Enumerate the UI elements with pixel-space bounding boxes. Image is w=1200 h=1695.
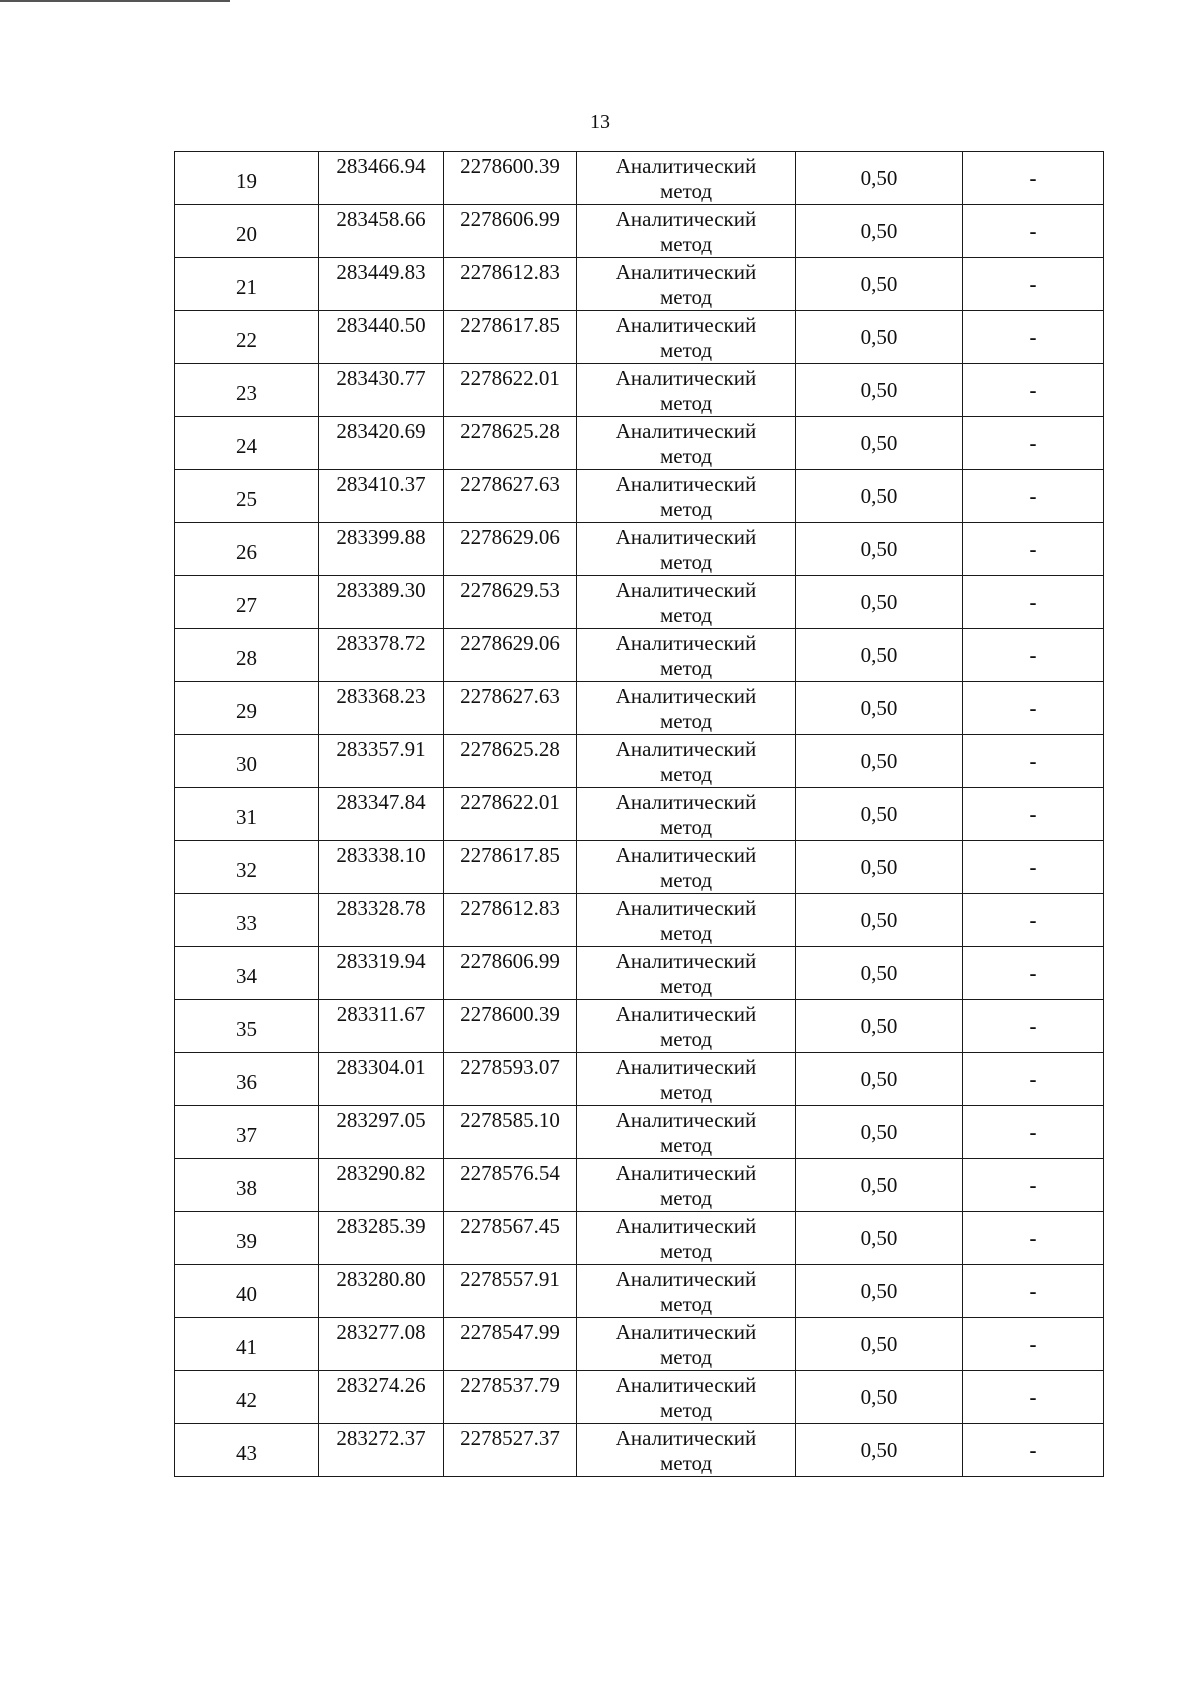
method-line-2: метод (659, 232, 713, 256)
accuracy-cell: 0,50 (796, 735, 963, 788)
accuracy-cell: 0,50 (796, 1159, 963, 1212)
y-coordinate-cell: 2278606.99 (444, 947, 577, 1000)
description-cell: - (963, 1159, 1104, 1212)
point-number-cell: 19 (175, 152, 319, 205)
accuracy-cell: 0,50 (796, 1106, 963, 1159)
method-line-2: метод (659, 285, 713, 309)
x-coordinate-cell: 283430.77 (319, 364, 444, 417)
accuracy-cell: 0,50 (796, 894, 963, 947)
description-cell: - (963, 735, 1104, 788)
table-row (175, 311, 1104, 364)
accuracy-cell: 0,50 (796, 1265, 963, 1318)
method-line-1: Аналитический (615, 1373, 757, 1397)
point-number-cell: 37 (175, 1106, 319, 1159)
method-line-1: Аналитический (615, 207, 757, 231)
description-cell: - (963, 682, 1104, 735)
accuracy-cell: 0,50 (796, 470, 963, 523)
method-line-1: Аналитический (615, 472, 757, 496)
method-cell (577, 682, 796, 735)
point-number-cell: 31 (175, 788, 319, 841)
table-row (175, 1106, 1104, 1159)
method-line-2: метод (659, 550, 713, 574)
x-coordinate-cell: 283328.78 (319, 894, 444, 947)
table-row (175, 152, 1104, 205)
x-coordinate-cell: 283368.23 (319, 682, 444, 735)
method-line-2: метод (659, 1133, 713, 1157)
y-coordinate-cell: 2278627.63 (444, 470, 577, 523)
table-row (175, 1265, 1104, 1318)
y-coordinate-cell: 2278547.99 (444, 1318, 577, 1371)
description-cell: - (963, 788, 1104, 841)
method-cell (577, 1265, 796, 1318)
point-number-cell: 32 (175, 841, 319, 894)
x-coordinate-cell: 283466.94 (319, 152, 444, 205)
description-cell: - (963, 1424, 1104, 1477)
method-line-1: Аналитический (615, 419, 757, 443)
method-cell (577, 947, 796, 1000)
accuracy-cell: 0,50 (796, 1000, 963, 1053)
table-row (175, 205, 1104, 258)
table-row (175, 841, 1104, 894)
point-number-cell: 39 (175, 1212, 319, 1265)
table-row (175, 523, 1104, 576)
y-coordinate-cell: 2278585.10 (444, 1106, 577, 1159)
accuracy-cell: 0,50 (796, 947, 963, 1000)
method-line-1: Аналитический (615, 1108, 757, 1132)
method-cell (577, 152, 796, 205)
point-number-cell: 27 (175, 576, 319, 629)
method-cell (577, 894, 796, 947)
method-line-1: Аналитический (615, 525, 757, 549)
y-coordinate-cell: 2278629.53 (444, 576, 577, 629)
table-row (175, 1371, 1104, 1424)
method-line-1: Аналитический (615, 949, 757, 973)
y-coordinate-cell: 2278606.99 (444, 205, 577, 258)
y-coordinate-cell: 2278567.45 (444, 1212, 577, 1265)
table-row (175, 1000, 1104, 1053)
x-coordinate-cell: 283449.83 (319, 258, 444, 311)
method-cell (577, 629, 796, 682)
method-line-1: Аналитический (615, 1267, 757, 1291)
x-coordinate-cell: 283285.39 (319, 1212, 444, 1265)
page-number: 13 (590, 111, 610, 133)
point-number-cell: 42 (175, 1371, 319, 1424)
point-number-cell: 28 (175, 629, 319, 682)
x-coordinate-cell: 283297.05 (319, 1106, 444, 1159)
description-cell: - (963, 470, 1104, 523)
description-cell: - (963, 894, 1104, 947)
y-coordinate-cell: 2278527.37 (444, 1424, 577, 1477)
accuracy-cell: 0,50 (796, 1318, 963, 1371)
method-cell (577, 576, 796, 629)
method-line-1: Аналитический (615, 843, 757, 867)
point-number-cell: 36 (175, 1053, 319, 1106)
y-coordinate-cell: 2278537.79 (444, 1371, 577, 1424)
method-line-2: метод (659, 338, 713, 362)
accuracy-cell: 0,50 (796, 258, 963, 311)
x-coordinate-cell: 283347.84 (319, 788, 444, 841)
y-coordinate-cell: 2278612.83 (444, 258, 577, 311)
y-coordinate-cell: 2278593.07 (444, 1053, 577, 1106)
accuracy-cell: 0,50 (796, 1212, 963, 1265)
table-row (175, 1159, 1104, 1212)
table-row (175, 1424, 1104, 1477)
y-coordinate-cell: 2278576.54 (444, 1159, 577, 1212)
description-cell: - (963, 205, 1104, 258)
method-line-2: метод (659, 1398, 713, 1422)
y-coordinate-cell: 2278557.91 (444, 1265, 577, 1318)
method-line-1: Аналитический (615, 790, 757, 814)
y-coordinate-cell: 2278612.83 (444, 894, 577, 947)
method-line-2: метод (659, 815, 713, 839)
y-coordinate-cell: 2278625.28 (444, 735, 577, 788)
table-row (175, 258, 1104, 311)
table-row (175, 364, 1104, 417)
x-coordinate-cell: 283311.67 (319, 1000, 444, 1053)
x-coordinate-cell: 283378.72 (319, 629, 444, 682)
coordinates-table-body (175, 152, 1104, 1477)
x-coordinate-cell: 283319.94 (319, 947, 444, 1000)
method-line-1: Аналитический (615, 154, 757, 178)
point-number-cell: 41 (175, 1318, 319, 1371)
accuracy-cell: 0,50 (796, 841, 963, 894)
method-line-2: метод (659, 1239, 713, 1263)
accuracy-cell: 0,50 (796, 788, 963, 841)
y-coordinate-cell: 2278617.85 (444, 841, 577, 894)
description-cell: - (963, 1371, 1104, 1424)
x-coordinate-cell: 283389.30 (319, 576, 444, 629)
point-number-cell: 35 (175, 1000, 319, 1053)
description-cell: - (963, 629, 1104, 682)
method-cell (577, 1159, 796, 1212)
method-cell (577, 1318, 796, 1371)
method-line-1: Аналитический (615, 260, 757, 284)
table-row (175, 788, 1104, 841)
point-number-cell: 38 (175, 1159, 319, 1212)
description-cell: - (963, 417, 1104, 470)
method-line-2: метод (659, 1292, 713, 1316)
x-coordinate-cell: 283277.08 (319, 1318, 444, 1371)
x-coordinate-cell: 283357.91 (319, 735, 444, 788)
method-cell (577, 1212, 796, 1265)
point-number-cell: 26 (175, 523, 319, 576)
table-row (175, 417, 1104, 470)
description-cell: - (963, 1318, 1104, 1371)
method-line-2: метод (659, 1345, 713, 1369)
method-line-2: метод (659, 179, 713, 203)
accuracy-cell: 0,50 (796, 523, 963, 576)
table-row (175, 735, 1104, 788)
table-row (175, 894, 1104, 947)
method-cell (577, 735, 796, 788)
method-line-1: Аналитический (615, 684, 757, 708)
method-cell (577, 1053, 796, 1106)
y-coordinate-cell: 2278629.06 (444, 629, 577, 682)
point-number-cell: 24 (175, 417, 319, 470)
method-cell (577, 1000, 796, 1053)
point-number-cell: 29 (175, 682, 319, 735)
method-line-2: метод (659, 1027, 713, 1051)
method-line-1: Аналитический (615, 896, 757, 920)
coordinates-table (174, 151, 1104, 1477)
method-cell (577, 364, 796, 417)
table-row (175, 1212, 1104, 1265)
y-coordinate-cell: 2278622.01 (444, 364, 577, 417)
x-coordinate-cell: 283272.37 (319, 1424, 444, 1477)
point-number-cell: 40 (175, 1265, 319, 1318)
method-line-1: Аналитический (615, 737, 757, 761)
method-cell (577, 205, 796, 258)
method-line-1: Аналитический (615, 313, 757, 337)
accuracy-cell: 0,50 (796, 576, 963, 629)
method-line-2: метод (659, 974, 713, 998)
description-cell: - (963, 1106, 1104, 1159)
point-number-cell: 34 (175, 947, 319, 1000)
x-coordinate-cell: 283410.37 (319, 470, 444, 523)
description-cell: - (963, 841, 1104, 894)
accuracy-cell: 0,50 (796, 152, 963, 205)
method-cell (577, 841, 796, 894)
method-line-2: метод (659, 497, 713, 521)
y-coordinate-cell: 2278629.06 (444, 523, 577, 576)
x-coordinate-cell: 283280.80 (319, 1265, 444, 1318)
description-cell: - (963, 1000, 1104, 1053)
y-coordinate-cell: 2278600.39 (444, 152, 577, 205)
table-row (175, 1053, 1104, 1106)
accuracy-cell: 0,50 (796, 629, 963, 682)
description-cell: - (963, 1053, 1104, 1106)
method-cell (577, 417, 796, 470)
method-line-2: метод (659, 709, 713, 733)
scan-edge-line (0, 0, 230, 2)
point-number-cell: 30 (175, 735, 319, 788)
method-line-1: Аналитический (615, 1214, 757, 1238)
point-number-cell: 22 (175, 311, 319, 364)
accuracy-cell: 0,50 (796, 682, 963, 735)
method-cell (577, 1424, 796, 1477)
method-cell (577, 470, 796, 523)
y-coordinate-cell: 2278617.85 (444, 311, 577, 364)
x-coordinate-cell: 283458.66 (319, 205, 444, 258)
method-line-1: Аналитический (615, 1002, 757, 1026)
description-cell: - (963, 523, 1104, 576)
method-cell (577, 788, 796, 841)
point-number-cell: 33 (175, 894, 319, 947)
method-line-2: метод (659, 656, 713, 680)
x-coordinate-cell: 283304.01 (319, 1053, 444, 1106)
description-cell: - (963, 1265, 1104, 1318)
description-cell: - (963, 947, 1104, 1000)
y-coordinate-cell: 2278622.01 (444, 788, 577, 841)
method-cell (577, 258, 796, 311)
table-row (175, 682, 1104, 735)
description-cell: - (963, 364, 1104, 417)
method-line-1: Аналитический (615, 1161, 757, 1185)
x-coordinate-cell: 283338.10 (319, 841, 444, 894)
accuracy-cell: 0,50 (796, 311, 963, 364)
point-number-cell: 21 (175, 258, 319, 311)
y-coordinate-cell: 2278625.28 (444, 417, 577, 470)
method-line-2: метод (659, 1186, 713, 1210)
method-line-2: метод (659, 868, 713, 892)
method-line-1: Аналитический (615, 631, 757, 655)
table-row (175, 947, 1104, 1000)
method-line-2: метод (659, 921, 713, 945)
method-cell (577, 1371, 796, 1424)
table-row (175, 470, 1104, 523)
method-line-2: метод (659, 1451, 713, 1475)
point-number-cell: 43 (175, 1424, 319, 1477)
method-line-1: Аналитический (615, 366, 757, 390)
method-line-1: Аналитический (615, 1055, 757, 1079)
accuracy-cell: 0,50 (796, 417, 963, 470)
description-cell: - (963, 152, 1104, 205)
description-cell: - (963, 576, 1104, 629)
point-number-cell: 20 (175, 205, 319, 258)
y-coordinate-cell: 2278627.63 (444, 682, 577, 735)
x-coordinate-cell: 283420.69 (319, 417, 444, 470)
method-line-1: Аналитический (615, 578, 757, 602)
accuracy-cell: 0,50 (796, 205, 963, 258)
accuracy-cell: 0,50 (796, 1053, 963, 1106)
x-coordinate-cell: 283399.88 (319, 523, 444, 576)
accuracy-cell: 0,50 (796, 1424, 963, 1477)
point-number-cell: 23 (175, 364, 319, 417)
accuracy-cell: 0,50 (796, 364, 963, 417)
method-line-2: метод (659, 391, 713, 415)
description-cell: - (963, 311, 1104, 364)
accuracy-cell: 0,50 (796, 1371, 963, 1424)
method-line-2: метод (659, 762, 713, 786)
x-coordinate-cell: 283440.50 (319, 311, 444, 364)
description-cell: - (963, 258, 1104, 311)
table-row (175, 576, 1104, 629)
table-row (175, 1318, 1104, 1371)
method-line-1: Аналитический (615, 1426, 757, 1450)
method-line-2: метод (659, 444, 713, 468)
point-number-cell: 25 (175, 470, 319, 523)
method-cell (577, 1106, 796, 1159)
description-cell: - (963, 1212, 1104, 1265)
method-line-2: метод (659, 1080, 713, 1104)
x-coordinate-cell: 283274.26 (319, 1371, 444, 1424)
method-cell (577, 311, 796, 364)
table-row (175, 629, 1104, 682)
method-line-2: метод (659, 603, 713, 627)
method-cell (577, 523, 796, 576)
method-line-1: Аналитический (615, 1320, 757, 1344)
x-coordinate-cell: 283290.82 (319, 1159, 444, 1212)
y-coordinate-cell: 2278600.39 (444, 1000, 577, 1053)
